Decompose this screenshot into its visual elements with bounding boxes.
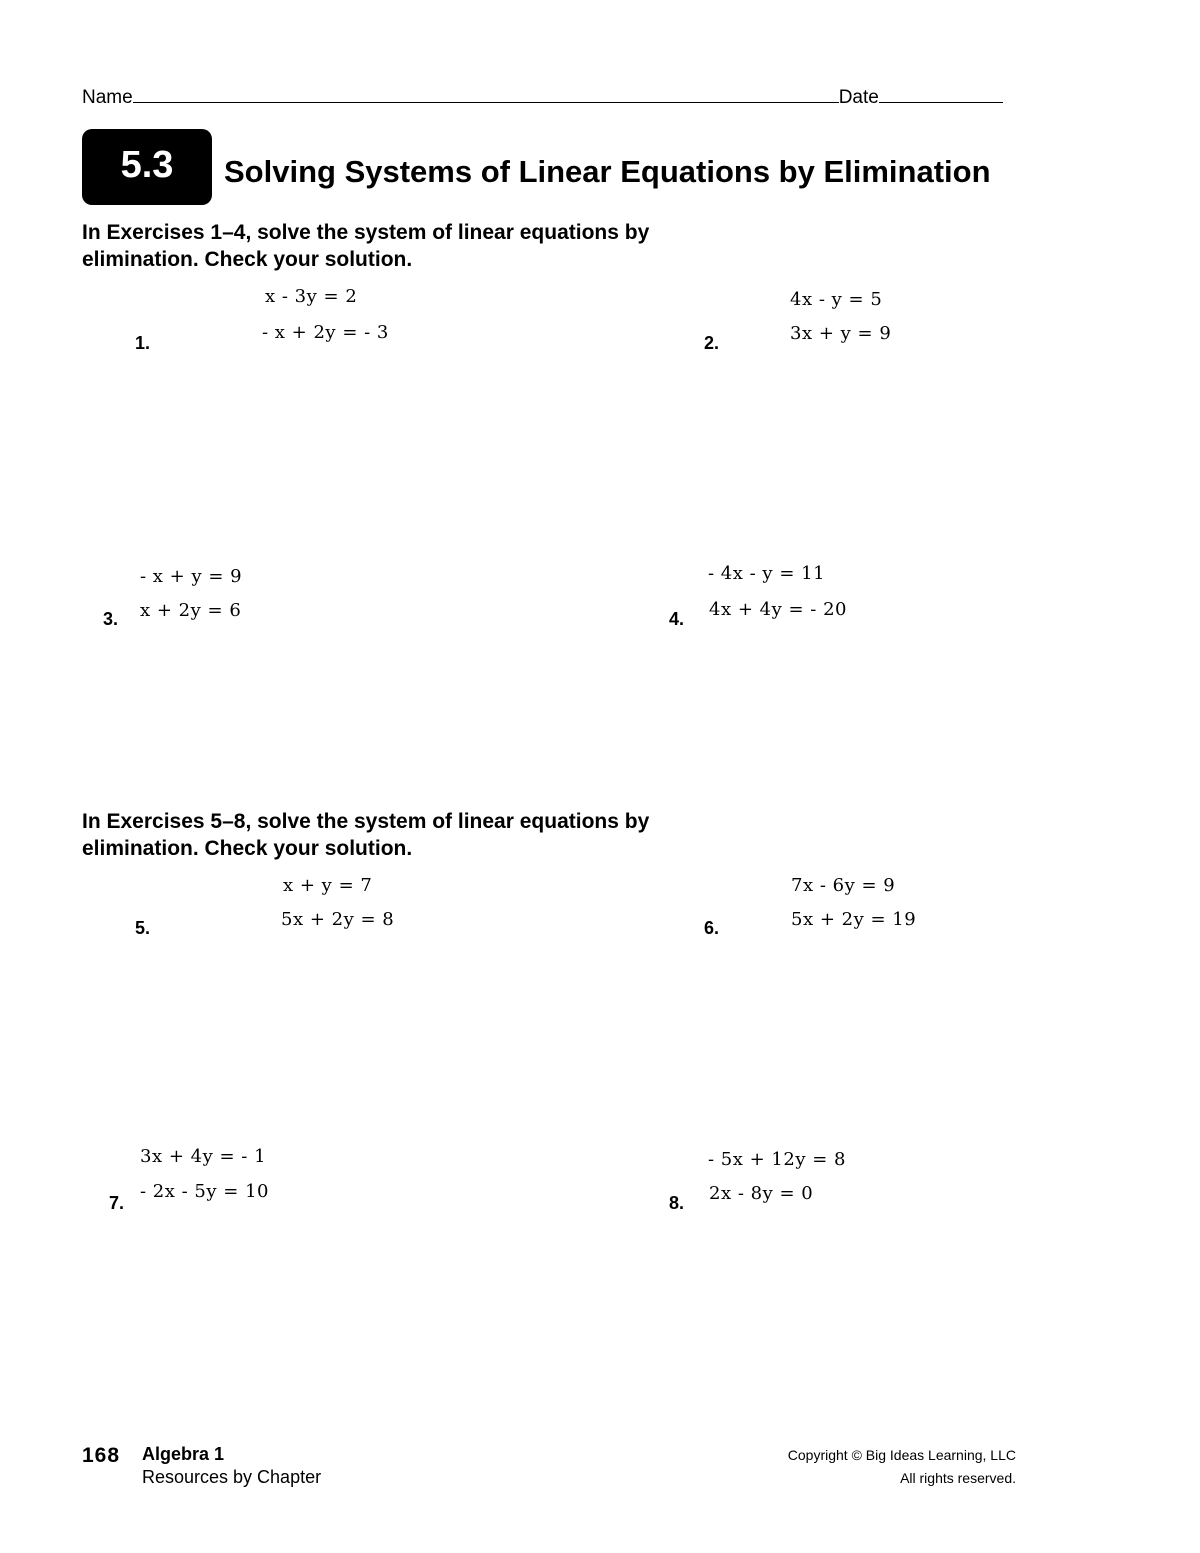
exercise-2-number: 2. — [704, 333, 720, 353]
date-blank[interactable] — [879, 84, 1003, 103]
instructions-part1 — [82, 219, 782, 273]
instructions-part2 — [82, 808, 782, 862]
name-date-row — [82, 84, 1003, 109]
exercise-1-equation-1: x - 3y = 2 — [265, 286, 358, 307]
exercise-1-number: 1. — [135, 333, 151, 353]
exercise-3-number: 3. — [103, 609, 119, 629]
exercise-6-number: 6. — [704, 918, 720, 938]
section-number: 5.3 — [120, 143, 174, 186]
name-label: Name — [82, 87, 133, 108]
date-label: Date — [838, 87, 879, 108]
instructions-line: elimination. Check your solution. — [82, 248, 413, 271]
page-number: 168 — [82, 1444, 121, 1467]
exercise-2-equation-2: 3x + y = 9 — [790, 323, 892, 344]
copyright-notice: Copyright © Big Ideas Learning, LLC — [787, 1447, 1016, 1463]
exercise-5-equation-1: x + y = 7 — [283, 875, 373, 896]
exercise-7-equation-2: - 2x - 5y = 10 — [140, 1181, 269, 1202]
name-blank[interactable] — [133, 84, 839, 103]
exercise-6-equation-1: 7x - 6y = 9 — [791, 875, 896, 896]
exercise-1-equation-2: - x + 2y = - 3 — [262, 322, 389, 343]
exercise-2-equation-1: 4x - y = 5 — [790, 289, 883, 310]
exercise-7-equation-1: 3x + 4y = - 1 — [140, 1146, 267, 1167]
exercise-8-equation-1: - 5x + 12y = 8 — [708, 1149, 846, 1170]
instructions-line: In Exercises 1–4, solve the system of linear equations by — [82, 221, 650, 244]
exercise-5-number: 5. — [135, 918, 151, 938]
instructions-line: elimination. Check your solution. — [82, 837, 413, 860]
exercise-4-number: 4. — [669, 609, 685, 629]
exercise-3-equation-2: x + 2y = 6 — [140, 600, 242, 621]
section-title: Solving Systems of Linear Equations by Elimination — [224, 154, 991, 189]
rights-notice: All rights reserved. — [900, 1470, 1016, 1486]
exercise-5-equation-2: 5x + 2y = 8 — [281, 909, 395, 930]
exercise-8-number: 8. — [669, 1193, 685, 1213]
book-subtitle: Resources by Chapter — [142, 1467, 322, 1487]
exercise-8-equation-2: 2x - 8y = 0 — [709, 1183, 814, 1204]
instructions-line: In Exercises 5–8, solve the system of linear equations by — [82, 810, 650, 833]
exercise-7-number: 7. — [109, 1193, 125, 1213]
exercise-4-equation-2: 4x + 4y = - 20 — [709, 599, 847, 620]
section-badge — [82, 129, 212, 205]
exercise-4-equation-1: - 4x - y = 11 — [708, 563, 826, 584]
book-title: Algebra 1 — [142, 1444, 225, 1464]
exercise-3-equation-1: - x + y = 9 — [140, 566, 243, 587]
exercise-6-equation-2: 5x + 2y = 19 — [791, 909, 917, 930]
